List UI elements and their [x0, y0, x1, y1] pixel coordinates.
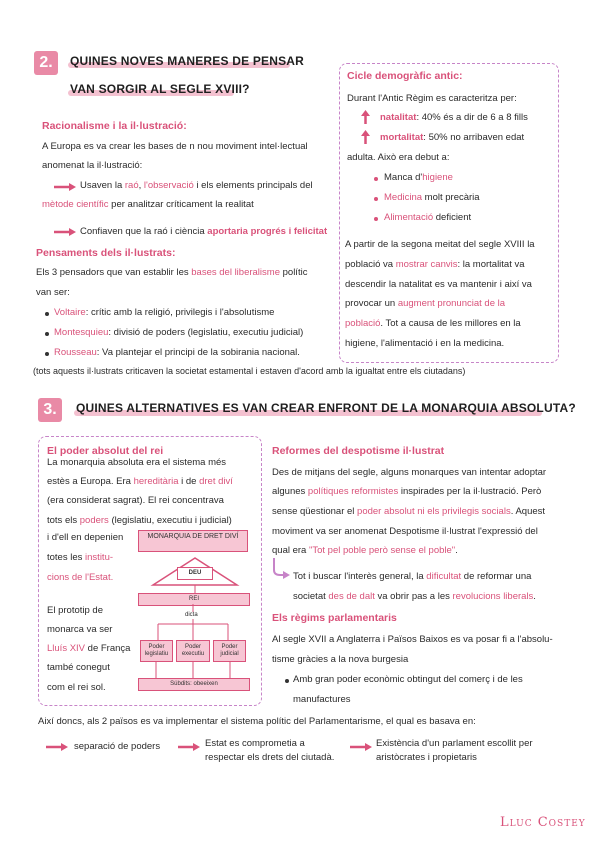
highlight-text: Montesquieu — [54, 327, 109, 338]
text: sense qüestionar el — [272, 506, 358, 517]
highlight-text: mostrar canvis — [395, 259, 458, 270]
highlight-text: des de dalt — [328, 591, 375, 602]
highlight-text: Rousseau — [54, 347, 97, 358]
highlight-text: mortalitat — [380, 132, 424, 143]
text-line — [47, 552, 113, 564]
section-2-title-line2: VAN SORGIR AL SEGLE XVIII? — [70, 82, 250, 96]
author-signature: Lluc Costey — [500, 815, 586, 830]
reformes-heading: Reformes del despotisme il·lustrat — [272, 445, 445, 457]
text-line — [47, 515, 232, 527]
text: qual era — [272, 545, 309, 556]
feature-parlament-line1: Existència d'un parlament escollit per — [376, 738, 533, 749]
highlight-text: hereditària — [133, 476, 179, 487]
text: Els 3 pensadors que van establir les — [36, 267, 192, 278]
highlight-text: bases del liberalisme — [191, 267, 280, 278]
text-line — [272, 486, 541, 498]
aixi-line: Així doncs, als 2 països es va implementar el sistema polític del Parlamentarisme, el qual es basava en: — [38, 716, 476, 727]
arrow-right-icon — [46, 743, 68, 751]
monarquia-box: MONARQUIA DE DRET DIVÍ — [138, 530, 248, 552]
highlight-text: natalitat — [380, 112, 417, 123]
text-line — [293, 591, 536, 603]
text-line: cions de l'Estat. — [47, 572, 114, 583]
bullet-icon — [45, 352, 49, 356]
text-line — [272, 506, 545, 518]
highlight-text: dret diví — [199, 476, 233, 487]
text: i els elements principals del — [193, 180, 313, 191]
cause-item — [384, 192, 480, 204]
highlight-text: Alimentació — [384, 212, 434, 223]
rei-box: REI — [138, 593, 250, 606]
text-line — [47, 476, 233, 488]
text: inspirades per la il·lustració. Però — [398, 486, 542, 497]
text-line: van ser: — [36, 287, 70, 298]
section-2-title-line1: QUINES NOVES MANERES DE PENSAR — [70, 54, 305, 68]
cause-item — [384, 212, 471, 224]
arrow-right-icon — [54, 183, 76, 191]
text-line: higiene, l'alimentació i en la medicina. — [345, 338, 505, 349]
natalitat-line — [380, 112, 528, 124]
arrow-right-icon — [54, 228, 76, 236]
racionalisme-heading: Racionalisme i la il·lustració: — [42, 120, 187, 132]
text-line: A Europa es va crear les bases de n nou moviment intel·lectual — [42, 141, 308, 152]
text: , — [138, 180, 144, 191]
text-line: monarca va ser — [47, 624, 113, 635]
text-line — [345, 298, 505, 310]
feature-parlament-line2: aristòcrates i propietaris — [376, 752, 477, 763]
text-line: Des de mitjans del segle, alguns monarques van intentar adoptar — [272, 467, 547, 478]
text-line: (era considerat sagrat). El rei concentrava — [47, 495, 224, 506]
arrow-right-icon — [350, 743, 372, 751]
text-line — [47, 643, 130, 655]
text: i de — [178, 476, 200, 487]
text: algunes — [272, 486, 308, 497]
highlight-text: poders — [79, 515, 109, 526]
text: polític — [279, 267, 308, 278]
highlight-text: institu- — [85, 552, 114, 563]
metode-line — [42, 199, 254, 211]
text: de reformar una — [461, 571, 532, 582]
highlight-text: raó — [124, 180, 139, 191]
poder-judicial-box: Poder judicial — [213, 640, 246, 662]
text: . — [455, 545, 458, 556]
text: estès a Europa. Era — [47, 476, 134, 487]
text: societat — [293, 591, 329, 602]
highlight-text: Lluís XIV — [47, 643, 86, 654]
text: : 50% no arribaven edat — [423, 132, 525, 143]
connector-lines — [138, 662, 248, 678]
text: població va — [345, 259, 396, 270]
feature-separacio: separació de poders — [74, 741, 161, 752]
pensaments-heading: Pensaments dels il·lustrats: — [36, 247, 176, 259]
text: tots els — [47, 515, 80, 526]
text-line: El prototip de — [47, 605, 103, 616]
highlight-text: revolucions liberals — [452, 591, 534, 602]
mortalitat-line — [380, 132, 524, 144]
text: Manca d' — [384, 172, 423, 183]
usaven-line — [80, 180, 313, 192]
text: . Aquest — [510, 506, 546, 517]
poder-legislatiu-box: Poder legislatiu — [140, 640, 173, 662]
highlight-text: poder absolut ni els privilegis socials — [357, 506, 511, 517]
text-line: Amb gran poder econòmic obtingut del comerç i de les — [293, 674, 523, 685]
arrow-right-icon — [178, 743, 200, 751]
feature-estat-line2: respectar els drets del ciutadà. — [205, 752, 335, 763]
highlight-text: Medicina — [384, 192, 423, 203]
connector-lines — [138, 604, 248, 640]
text-line: com el rei sol. — [47, 682, 106, 693]
poder-executiu-box: Poder executiu — [176, 640, 210, 662]
bullet-icon — [45, 312, 49, 316]
text-line: Durant l'Antic Règim es caracteritza per: — [347, 93, 517, 104]
highlight-text: aportaria progrés i felicitat — [207, 226, 328, 237]
text-line: i d'ell en depenien — [47, 532, 124, 543]
text: Tot i buscar l'interès general, la — [293, 571, 427, 582]
text: per analitzar críticament la realitat — [108, 199, 254, 210]
text-line: A partir de la segona meitat del segle XVIII la — [345, 239, 535, 250]
note-line: (tots aquests il·lustrats criticaven la societat estamental i estaven d'acord amb la igualtat entre els ciutadans) — [33, 366, 466, 376]
bullet-icon — [45, 332, 49, 336]
text: : crític amb la religió, privilegis i l'absolutisme — [85, 307, 275, 318]
rousseau-item — [54, 347, 300, 359]
section-3-title: QUINES ALTERNATIVES ES VAN CREAR ENFRONT DE LA MONARQUIA ABSOLUTA? — [76, 401, 576, 415]
text: provocar un — [345, 298, 398, 309]
text: deficient — [433, 212, 472, 223]
highlight-text: polítiques reformistes — [307, 486, 399, 497]
dicta-label: dicta — [185, 612, 198, 618]
text-line: adulta. Això era debut a: — [347, 152, 450, 163]
bullet-icon — [374, 177, 378, 181]
text: : la mortalitat va — [457, 259, 525, 270]
text: Usaven la — [80, 180, 125, 191]
section-number-3: 3. — [38, 398, 62, 422]
highlight-text: "Tot pel poble però sense el poble" — [308, 545, 456, 556]
text-line — [345, 318, 521, 330]
text: (legislatiu, executiu i judicial) — [108, 515, 232, 526]
poder-heading: El poder absolut del rei — [47, 445, 164, 457]
highlight-text: augment pronunciat de la — [397, 298, 506, 309]
highlight-text: Voltaire — [54, 307, 86, 318]
text-line — [293, 571, 531, 583]
text: va obrir pas a les — [374, 591, 453, 602]
section-number-2: 2. — [34, 51, 58, 75]
montesquieu-item — [54, 327, 303, 339]
curved-arrow-icon — [272, 558, 290, 580]
text-line — [345, 259, 525, 271]
text-line: també conegut — [47, 662, 110, 673]
text: molt precària — [422, 192, 480, 203]
voltaire-item — [54, 307, 274, 319]
cause-item — [384, 172, 453, 184]
parlamentaris-heading: Els règims parlamentaris — [272, 612, 397, 624]
text-line: Al segle XVII a Anglaterra i Països Baixos es va posar fi a l'absolu- — [272, 634, 553, 645]
text-line: anomenat la il·lustració: — [42, 160, 143, 171]
bullet-icon — [285, 679, 289, 683]
text: . — [533, 591, 536, 602]
highlight-text: població — [345, 318, 381, 329]
feature-estat-line1: Estat es comprometia a — [205, 738, 305, 749]
highlight-text: mètode científic — [42, 199, 109, 210]
text-line — [36, 267, 307, 279]
text: : 40% és a dir de 6 a 8 fills — [416, 112, 528, 123]
subdits-box: Súbdits: obeeixen — [138, 678, 250, 691]
arrow-up-icon — [361, 110, 370, 124]
text-line: moviment va ser anomenat Despotisme il·lustrat l'expressió del — [272, 526, 538, 537]
bullet-icon — [374, 217, 378, 221]
text-line: tisme gràcies a la nova burgesia — [272, 654, 409, 665]
text-line: descendir la natalitat es va mantenir i així va — [345, 279, 532, 290]
confiaven-line — [80, 226, 327, 238]
text-line — [272, 545, 458, 557]
text: de França — [85, 643, 131, 654]
text-line: La monarquia absoluta era el sistema més — [47, 457, 227, 468]
text: totes les — [47, 552, 86, 563]
text: . Tot a causa de les millores en la — [380, 318, 521, 329]
deu-box: DEU — [177, 567, 213, 580]
text-line: manufactures — [293, 694, 351, 705]
text: Confiaven que la raó i ciència — [80, 226, 208, 237]
bullet-icon — [374, 197, 378, 201]
highlight-text: l'observació — [143, 180, 194, 191]
text: : Va plantejar el principi de la sobirania nacional. — [96, 347, 300, 358]
arrow-up-icon — [361, 130, 370, 144]
highlight-text: higiene — [422, 172, 453, 183]
highlight-text: dificultat — [426, 571, 462, 582]
cicle-heading: Cicle demogràfic antic: — [347, 70, 463, 82]
text: : divisió de poders (legislatiu, executiu judicial) — [108, 327, 304, 338]
